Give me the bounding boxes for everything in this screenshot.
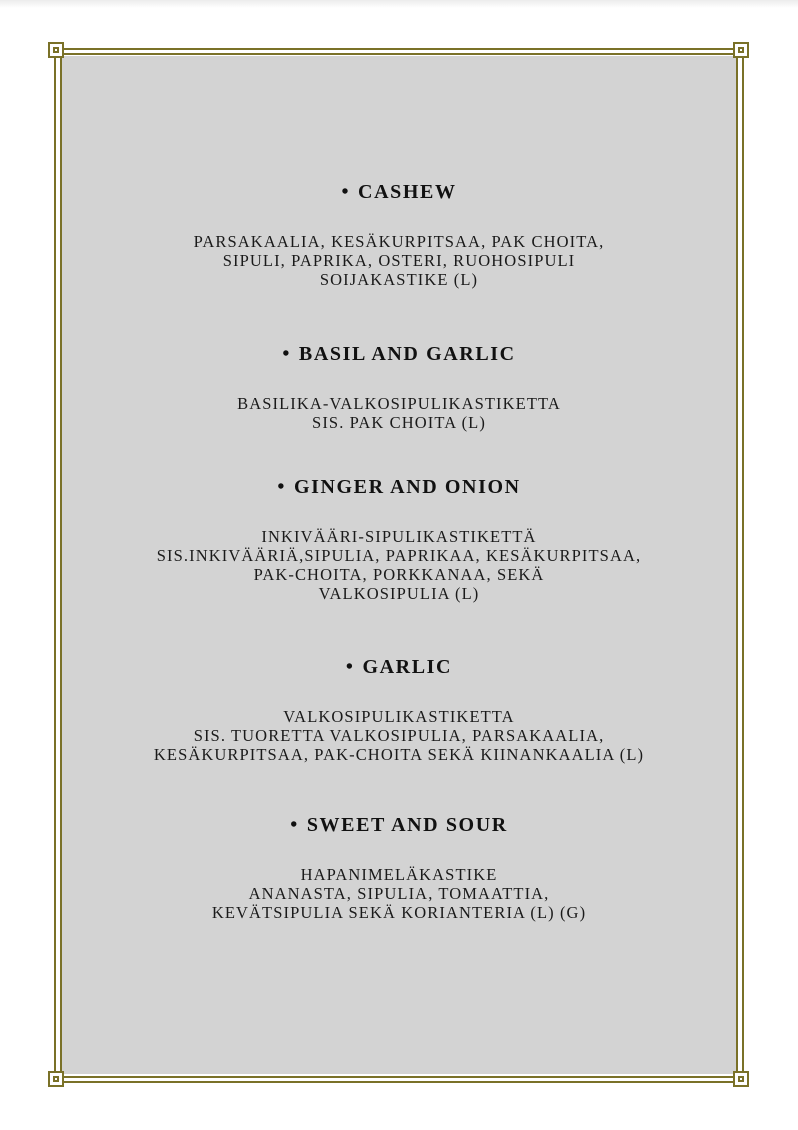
description-line: PARSAKAALIA, KESÄKURPITSAA, PAK CHOITA, [193,232,605,251]
menu-item-description [62,865,736,922]
menu-item-description [62,527,736,603]
frame-corner-top-left [48,42,64,58]
menu-item-ginger-and-onion [62,475,736,603]
frame-corner-top-right [733,42,749,58]
bullet-icon: • [341,181,351,203]
description-line: SIS. PAK CHOITA (L) [312,413,486,432]
frame-outer-left [54,44,56,1086]
description-line: KESÄKURPITSAA, PAK-CHOITA SEKÄ KIINANKAALIA (L) [153,745,645,764]
menu-item-description [62,232,736,289]
menu-item-cashew [62,180,736,289]
description-line: ANANASTA, SIPULIA, TOMAATTIA, [248,884,550,903]
description-line: SIPULI, PAPRIKA, OSTERI, RUOHOSIPULI [222,251,576,270]
menu-item-basil-and-garlic [62,342,736,432]
menu-item-title: • CASHEW [341,181,457,203]
page-top-shadow [0,0,798,8]
bullet-icon: • [290,814,299,836]
menu-item-title: • BASIL AND GARLIC [282,343,516,365]
frame-inner-top [56,53,742,55]
description-line: SIS.INKIVÄÄRIÄ,SIPULIA, PAPRIKAA, KESÄKURPITSAA, [156,546,642,565]
bullet-icon: • [345,656,355,678]
frame-outer-bottom [50,1081,748,1083]
description-line: INKIVÄÄRI-SIPULIKASTIKETTÄ [261,527,537,546]
bullet-icon: • [277,476,286,498]
description-line: PAK-CHOITA, PORKKANAA, SEKÄ [253,565,545,584]
menu-item-garlic [62,655,736,764]
frame-corner-bottom-right [733,1071,749,1087]
description-line: SOIJAKASTIKE (L) [319,270,479,289]
frame-corner-bottom-left [48,1071,64,1087]
menu-item-title: • GARLIC [345,656,453,678]
frame-outer-right [742,44,744,1086]
bullet-icon: • [282,343,291,365]
description-line: KEVÄTSIPULIA SEKÄ KORIANTERIA (L) (G) [211,903,587,922]
description-line: SIS. TUORETTA VALKOSIPULIA, PARSAKAALIA, [193,726,605,745]
menu-item-description [62,394,736,432]
description-line: VALKOSIPULIKASTIKETTA [283,707,515,726]
menu-item-title: • SWEET AND SOUR [290,814,508,836]
menu-item-description [62,707,736,764]
description-line: BASILIKA-VALKOSIPULIKASTIKETTA [237,394,561,413]
frame-outer-top [50,48,748,50]
description-line: HAPANIMELÄKASTIKE [300,865,498,884]
menu-item-sweet-and-sour [62,813,736,922]
description-line: VALKOSIPULIA (L) [318,584,480,603]
frame-inner-bottom [56,1076,742,1078]
frame-inner-right [736,50,738,1080]
menu-item-title: • GINGER AND ONION [277,476,521,498]
